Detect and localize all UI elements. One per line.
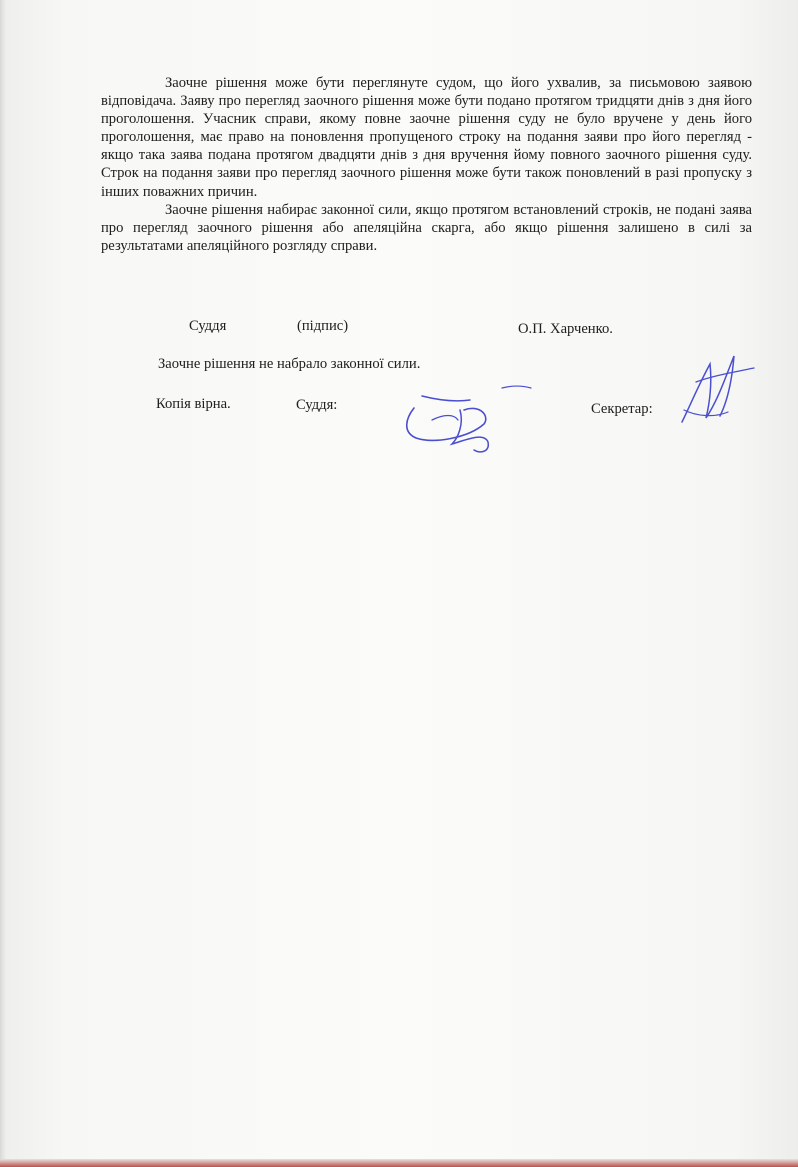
secretary-signature xyxy=(676,346,756,428)
not-in-force-note: Заочне рішення не набрало законної сили. xyxy=(158,356,421,372)
body-text xyxy=(101,74,752,255)
judge-label: Суддя xyxy=(189,318,227,334)
paragraph-legal-force: Заочне рішення набирає законної сили, якщо протягом встановлений строків, не подані заява про перегляд заочного рішення або апеляційна скарга, або якщо рішення залишено в силі за результатами апеляційного розгляду справи. xyxy=(101,201,752,254)
secretary-label: Секретар: xyxy=(591,401,653,417)
signature-placeholder: (підпис) xyxy=(297,318,349,334)
judge-name: О.П. Харченко. xyxy=(518,321,613,337)
certification-judge-label: Суддя: xyxy=(296,397,338,413)
scan-edge xyxy=(0,0,6,1167)
scan-bottom-edge xyxy=(0,1159,798,1167)
copy-certified-label: Копія вірна. xyxy=(156,396,231,412)
judge-signature xyxy=(398,380,533,455)
paragraph-review: Заочне рішення може бути переглянуте судом, що його ухвалив, за письмовою заявою відповідача. Заяву про перегляд заочного рішення може бути подано протягом тридцяти днів з дня його проголошення. Учасник справи, якому повне заочне рішення суду не було вручене у день його проголошення, має право на поновлення пропущеного строку на подання заяви про його перегляд - якщо така заява подана протягом двадцяти днів з дня вручення йому повного заочного рішення суду. Строк на подання заяви про перегляд заочного рішення може бути також поновлений в разі пропуску з інших поважних причин. xyxy=(101,75,752,200)
